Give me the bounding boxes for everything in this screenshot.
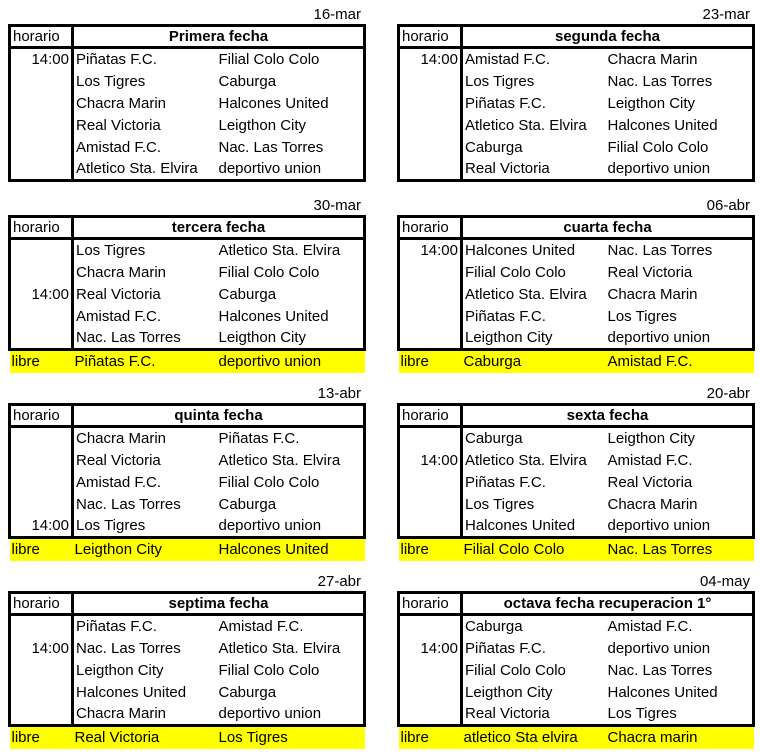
libre-label: libre [10, 538, 73, 562]
away-team: Caburga [217, 70, 365, 92]
home-team: Leigthon City [76, 661, 164, 679]
away-team: Los Tigres [606, 305, 754, 327]
fecha-title: tercera fecha [73, 217, 365, 239]
fixture-table [397, 403, 755, 561]
home-team: Leigthon City [465, 683, 553, 701]
libre-row [10, 538, 365, 562]
away-team: Nac. Las Torres [606, 239, 754, 262]
match-row [399, 515, 754, 538]
match-row [399, 48, 754, 71]
fecha-date: 16-mar [313, 6, 361, 23]
match-time: 14:00 [10, 48, 73, 71]
home-team: Piñatas F.C. [76, 618, 157, 635]
away-team: Filial Colo Colo [217, 48, 365, 71]
horario-header: horario [10, 217, 73, 239]
match-time: 14:00 [10, 283, 73, 305]
table-header [10, 217, 365, 239]
away-team: Atletico Sta. Elvira [217, 637, 365, 659]
fecha-block [8, 384, 363, 561]
match-row [399, 114, 754, 136]
away-team: Halcones United [606, 681, 754, 703]
home-team: Atletico Sta. Elvira [465, 451, 587, 469]
match-time [399, 327, 462, 350]
away-team: Leigthon City [217, 327, 365, 350]
fecha-block [397, 5, 752, 182]
match-row [399, 92, 754, 114]
away-team: deportivo union [606, 158, 754, 181]
home-team: Leigthon City [462, 327, 606, 350]
away-team: Leigthon City [606, 427, 754, 450]
libre-team-2: Amistad F.C. [606, 350, 754, 374]
table-header [10, 405, 365, 427]
fecha-date: 27-abr [317, 573, 361, 590]
away-team: Chacra Marin [606, 493, 754, 515]
match-time [10, 136, 73, 158]
match-time [399, 114, 462, 136]
home-team: Los Tigres [73, 515, 217, 538]
fecha-block [397, 572, 752, 749]
libre-label: libre [399, 538, 462, 562]
home-team: Nac. Las Torres [76, 495, 181, 513]
fixture-table [397, 215, 755, 373]
match-row [399, 136, 754, 158]
away-team: Real Victoria [606, 261, 754, 283]
away-team: Caburga [217, 493, 365, 515]
home-team: Chacra Marin [76, 94, 167, 112]
fixture-table [8, 215, 366, 373]
home-team: Los Tigres [76, 72, 146, 90]
home-team: Amistad F.C. [76, 138, 162, 156]
match-row [10, 261, 365, 283]
home-team: Caburga [465, 430, 523, 447]
libre-label: libre [10, 350, 73, 374]
match-time [10, 92, 73, 114]
match-row [10, 615, 365, 638]
match-time [399, 305, 462, 327]
away-team: Halcones United [606, 114, 754, 136]
home-team: Caburga [465, 618, 523, 635]
home-team: Filial Colo Colo [465, 263, 566, 281]
match-time: 14:00 [399, 48, 462, 71]
match-row [10, 114, 365, 136]
libre-row [10, 350, 365, 374]
table-header [399, 26, 754, 48]
libre-team-2: Halcones United [217, 538, 365, 562]
libre-team-1: atletico Sta elvira [462, 726, 606, 750]
home-team: Filial Colo Colo [465, 661, 566, 679]
match-row [10, 659, 365, 681]
away-team: Halcones United [217, 92, 365, 114]
libre-label: libre [399, 350, 462, 374]
home-team: Piñatas F.C. [465, 94, 546, 112]
match-row [399, 327, 754, 350]
fecha-title: Primera fecha [73, 26, 365, 48]
match-row [10, 92, 365, 114]
fecha-title: octava fecha recuperacion 1° [462, 593, 754, 615]
table-header [399, 593, 754, 615]
match-row [10, 305, 365, 327]
libre-row [399, 726, 754, 750]
match-time [10, 659, 73, 681]
away-team: Nac. Las Torres [217, 136, 365, 158]
match-time: 14:00 [399, 239, 462, 262]
away-team: Filial Colo Colo [217, 471, 365, 493]
libre-team-2: deportivo union [217, 350, 365, 374]
away-team: deportivo union [606, 515, 754, 538]
libre-team-1: Real Victoria [73, 726, 217, 750]
libre-team-2: Chacra marin [606, 726, 754, 750]
home-team: Chacra Marin [73, 703, 217, 726]
match-time [399, 92, 462, 114]
match-time: 14:00 [10, 637, 73, 659]
match-time [399, 659, 462, 681]
fecha-title: segunda fecha [462, 26, 754, 48]
libre-team-1: Caburga [462, 350, 606, 374]
match-row [10, 637, 365, 659]
away-team: deportivo union [217, 515, 365, 538]
match-time [399, 515, 462, 538]
home-team: Caburga [465, 138, 523, 156]
match-time [10, 261, 73, 283]
fecha-block [397, 196, 752, 373]
horario-header: horario [10, 26, 73, 48]
fixture-table [8, 591, 366, 749]
horario-header: horario [399, 593, 462, 615]
home-team: Nac. Las Torres [73, 327, 217, 350]
match-row [399, 703, 754, 726]
home-team: Atletico Sta. Elvira [465, 116, 587, 134]
match-time [10, 158, 73, 181]
table-header [399, 405, 754, 427]
home-team: Atletico Sta. Elvira [465, 285, 587, 303]
match-time [10, 493, 73, 515]
match-time [10, 449, 73, 471]
fecha-title: cuarta fecha [462, 217, 754, 239]
fecha-date: 04-may [699, 573, 750, 590]
match-row [10, 239, 365, 262]
away-team: Nac. Las Torres [606, 70, 754, 92]
home-team: Chacra Marin [76, 263, 167, 281]
horario-header: horario [399, 26, 462, 48]
home-team: Piñatas F.C. [465, 307, 546, 325]
home-team: Nac. Las Torres [76, 639, 181, 657]
away-team: Atletico Sta. Elvira [217, 239, 365, 262]
match-time [399, 493, 462, 515]
away-team: Chacra Marin [606, 48, 754, 71]
match-time [10, 305, 73, 327]
match-row [10, 327, 365, 350]
home-team: Los Tigres [76, 242, 146, 259]
away-team: deportivo union [606, 637, 754, 659]
match-time [399, 283, 462, 305]
table-header [399, 217, 754, 239]
away-team: Amistad F.C. [217, 615, 365, 638]
home-team: Piñatas F.C. [465, 473, 546, 491]
home-team: Los Tigres [465, 495, 535, 513]
match-time: 14:00 [399, 637, 462, 659]
table-header [10, 593, 365, 615]
away-team: Amistad F.C. [606, 615, 754, 638]
match-row [399, 659, 754, 681]
horario-header: horario [399, 405, 462, 427]
match-row [399, 70, 754, 92]
fecha-date: 23-mar [702, 6, 750, 23]
fecha-block [397, 384, 752, 561]
match-time [10, 239, 73, 262]
libre-row [399, 350, 754, 374]
fecha-date: 30-mar [313, 197, 361, 214]
fecha-block [8, 5, 363, 182]
match-time [399, 70, 462, 92]
horario-header: horario [10, 405, 73, 427]
fecha-title: quinta fecha [73, 405, 365, 427]
away-team: deportivo union [217, 703, 365, 726]
away-team: deportivo union [217, 158, 365, 181]
match-time: 14:00 [399, 449, 462, 471]
match-row [399, 283, 754, 305]
fixture-table [397, 24, 755, 182]
match-row [399, 615, 754, 638]
match-time [399, 261, 462, 283]
horario-header: horario [399, 217, 462, 239]
fecha-title: septima fecha [73, 593, 365, 615]
home-team: Chacra Marin [76, 430, 167, 447]
home-team: Amistad F.C. [76, 473, 162, 491]
home-team: Real Victoria [462, 158, 606, 181]
fecha-date: 06-abr [706, 197, 750, 214]
match-row [399, 261, 754, 283]
match-time [10, 471, 73, 493]
home-team: Real Victoria [462, 703, 606, 726]
away-team: Leigthon City [606, 92, 754, 114]
libre-label: libre [10, 726, 73, 750]
away-team: Nac. Las Torres [606, 659, 754, 681]
away-team: Chacra Marin [606, 283, 754, 305]
libre-row [399, 538, 754, 562]
match-time [10, 114, 73, 136]
match-time [10, 615, 73, 638]
home-team: Amistad F.C. [76, 307, 162, 325]
match-time [10, 703, 73, 726]
away-team: Real Victoria [606, 471, 754, 493]
libre-label: libre [399, 726, 462, 750]
away-team: deportivo union [606, 327, 754, 350]
match-row [10, 471, 365, 493]
match-time [399, 136, 462, 158]
match-time [399, 471, 462, 493]
match-row [10, 70, 365, 92]
libre-team-1: Piñatas F.C. [73, 350, 217, 374]
fecha-block [8, 196, 363, 373]
home-team: Halcones United [465, 242, 576, 259]
match-row [399, 158, 754, 181]
away-team: Atletico Sta. Elvira [217, 449, 365, 471]
match-row [399, 239, 754, 262]
match-row [10, 427, 365, 450]
home-team: Real Victoria [76, 451, 161, 469]
match-time [399, 158, 462, 181]
match-time [399, 615, 462, 638]
home-team: Real Victoria [76, 116, 161, 134]
horario-header: horario [10, 593, 73, 615]
away-team: Filial Colo Colo [606, 136, 754, 158]
away-team: Caburga [217, 681, 365, 703]
fixture-table [8, 24, 366, 182]
home-team: Piñatas F.C. [465, 639, 546, 657]
libre-team-1: Filial Colo Colo [462, 538, 606, 562]
libre-row [10, 726, 365, 750]
match-row [10, 158, 365, 181]
match-row [10, 515, 365, 538]
match-row [10, 449, 365, 471]
fecha-date: 13-abr [317, 385, 361, 402]
away-team: Caburga [217, 283, 365, 305]
away-team: Filial Colo Colo [217, 659, 365, 681]
match-row [399, 427, 754, 450]
away-team: Los Tigres [606, 703, 754, 726]
away-team: Piñatas F.C. [217, 427, 365, 450]
match-time [10, 427, 73, 450]
fixture-table [8, 403, 366, 561]
match-row [399, 449, 754, 471]
fecha-block [8, 572, 363, 749]
libre-team-2: Los Tigres [217, 726, 365, 750]
match-row [10, 283, 365, 305]
away-team: Amistad F.C. [606, 449, 754, 471]
match-row [10, 493, 365, 515]
table-header [10, 26, 365, 48]
home-team: Los Tigres [465, 72, 535, 90]
fecha-title: sexta fecha [462, 405, 754, 427]
match-row [10, 703, 365, 726]
match-row [399, 637, 754, 659]
match-time [399, 703, 462, 726]
home-team: Piñatas F.C. [76, 51, 157, 68]
fixture-table [397, 591, 755, 749]
home-team: Halcones United [76, 683, 187, 701]
libre-team-1: Leigthon City [73, 538, 217, 562]
home-team: Atletico Sta. Elvira [73, 158, 217, 181]
match-time [399, 681, 462, 703]
match-row [10, 48, 365, 71]
libre-team-2: Nac. Las Torres [606, 538, 754, 562]
match-row [399, 471, 754, 493]
match-time [10, 681, 73, 703]
match-time [399, 427, 462, 450]
match-row [10, 136, 365, 158]
match-row [399, 305, 754, 327]
home-team: Halcones United [462, 515, 606, 538]
match-row [10, 681, 365, 703]
match-row [399, 681, 754, 703]
match-time: 14:00 [10, 515, 73, 538]
match-time [10, 70, 73, 92]
away-team: Filial Colo Colo [217, 261, 365, 283]
match-time [10, 327, 73, 350]
home-team: Real Victoria [76, 285, 161, 303]
away-team: Leigthon City [217, 114, 365, 136]
fecha-date: 20-abr [706, 385, 750, 402]
home-team: Amistad F.C. [465, 51, 551, 68]
match-row [399, 493, 754, 515]
away-team: Halcones United [217, 305, 365, 327]
